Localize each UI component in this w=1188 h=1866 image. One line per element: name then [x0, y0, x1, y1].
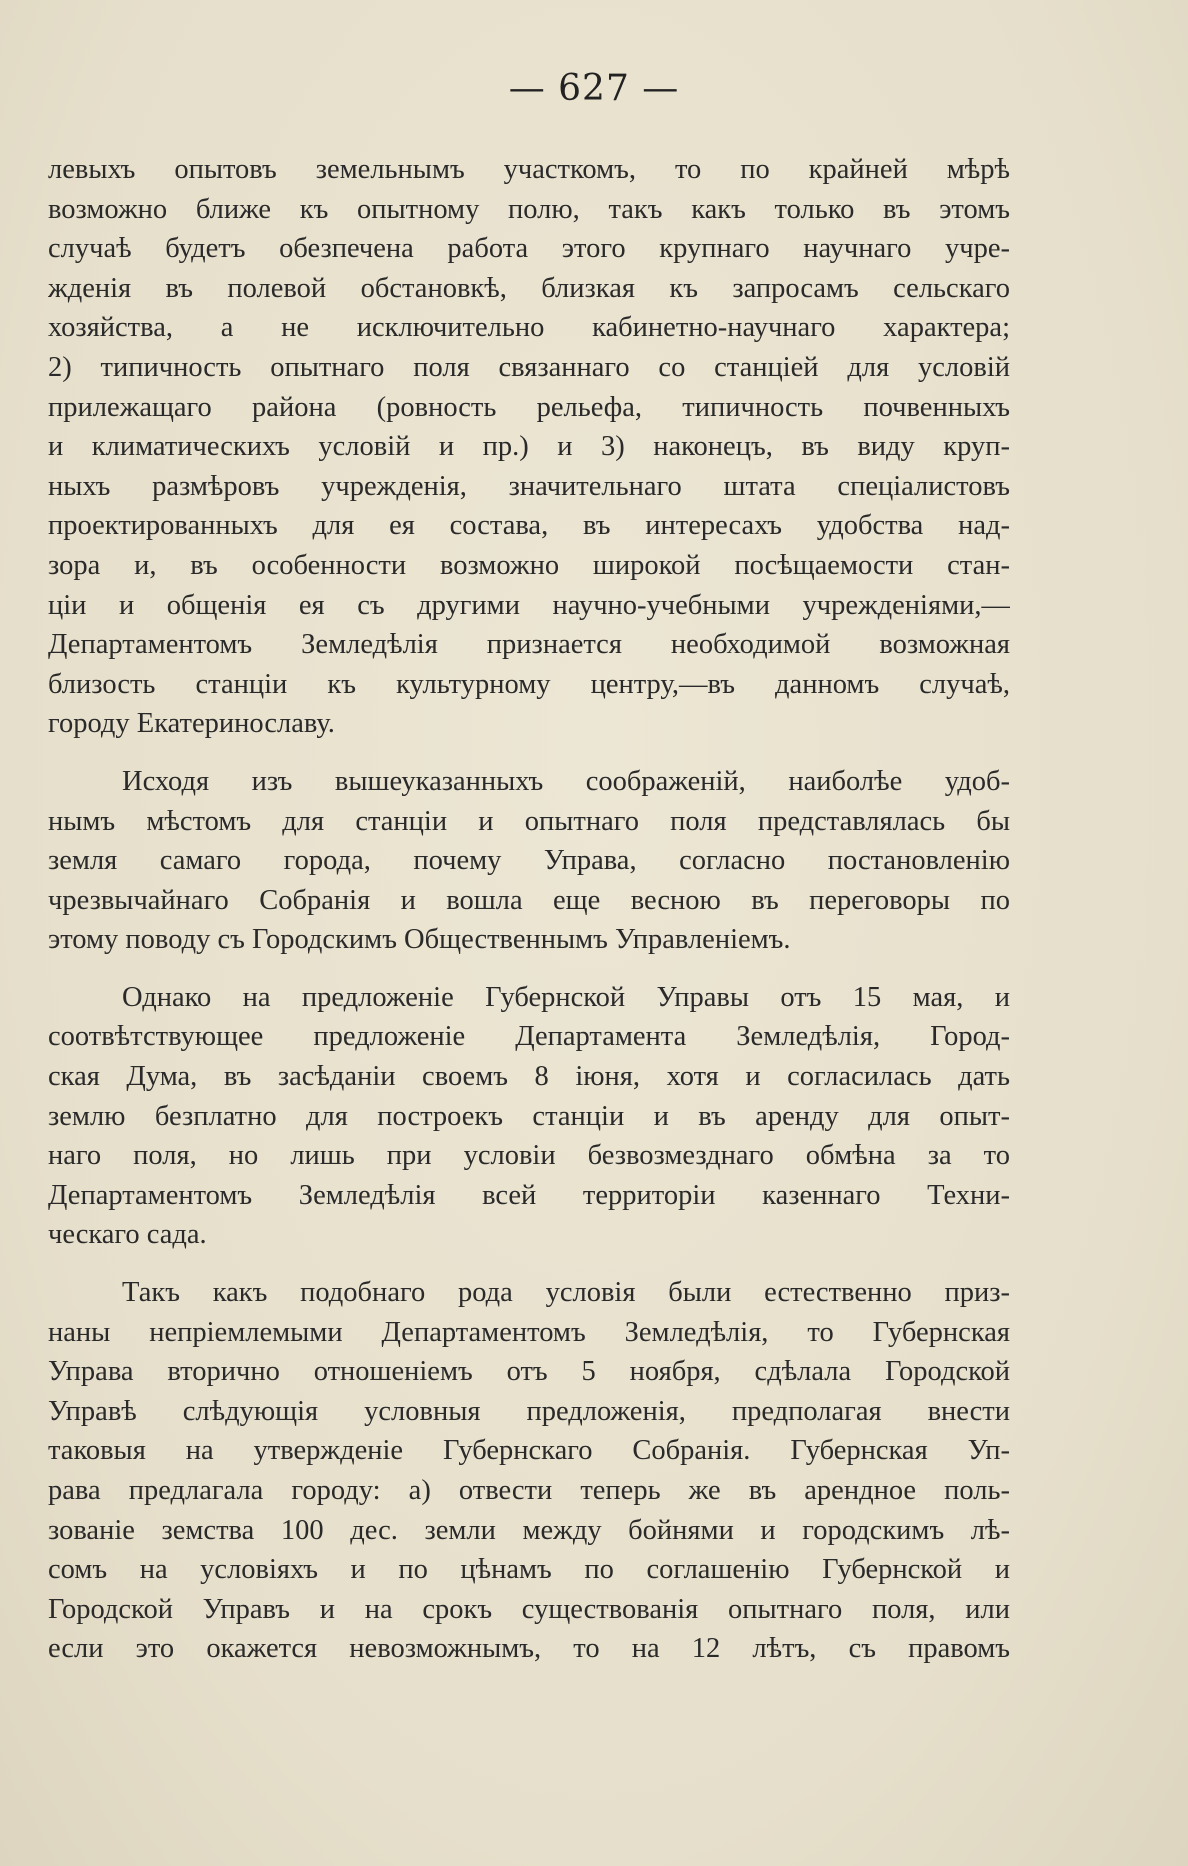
text-line: проектированныхъ для ея состава, въ интересахъ удобства над- — [48, 510, 1010, 542]
text-line: зора и, въ особенности возможно широкой посѣщаемости стан- — [48, 549, 1010, 581]
text-line: случаѣ будетъ обезпечена работа этого крупнаго научнаго учре- — [48, 233, 1010, 265]
text-line: Департаментомъ Земледѣлія всей территоріи казеннаго Техни- — [48, 1179, 1010, 1211]
text-line: если это окажется невозможнымъ, то на 12 лѣтъ, съ правомъ — [48, 1633, 1010, 1665]
text-line: ская Дума, въ засѣданіи своемъ 8 іюня, хотя и согласилась дать — [48, 1061, 1010, 1093]
text-line: левыхъ опытовъ земельнымъ участкомъ, то по крайней мѣрѣ — [48, 154, 1010, 185]
text-line: наго поля, но лишь при условіи безвозмезднаго обмѣна за то — [48, 1140, 1010, 1172]
text-line: таковыя на утвержденіе Губернскаго Собранія. Губернская Уп- — [48, 1435, 1010, 1467]
text-line: городу Екатеринославу. — [48, 708, 335, 740]
text-line: ныхъ размѣровъ учрежденія, значительнаго штата спеціалистовъ — [48, 470, 1010, 502]
text-line: сомъ на условіяхъ и по цѣнамъ по соглашенію Губернской и — [48, 1554, 1010, 1586]
text-line: прилежащаго района (ровность рельефа, типичность почвенныхъ — [48, 391, 1010, 423]
text-line: Управа вторично отношеніемъ отъ 5 ноября, сдѣлала Городской — [48, 1356, 1010, 1388]
text-line: 2) типичность опытнаго поля связаннаго со станціей для условій — [48, 351, 1010, 383]
text-line: хозяйства, а не исключительно кабинетно-научнаго характера; — [48, 312, 1010, 344]
text-line: ціи и общенія ея съ другими научно-учебными учрежденіями,— — [48, 589, 1010, 621]
text-line: этому поводу съ Городскимъ Общественнымъ Управленіемъ. — [48, 924, 791, 956]
text-line: соотвѣтствующее предложеніе Департамента Земледѣлія, Город- — [48, 1021, 1010, 1053]
text-line: чрезвычайнаго Собранія и вошла еще весною въ переговоры по — [48, 884, 1010, 916]
text-line: нымъ мѣстомъ для станціи и опытнаго поля представлялась бы — [48, 805, 1010, 837]
text-line: рава предлагала городу: а) отвести теперь же въ арендное поль- — [48, 1475, 1010, 1506]
text-line: Однако на предложеніе Губернской Управы отъ 15 мая, и — [122, 981, 1010, 1013]
paragraph — [48, 978, 1010, 1255]
body-text — [48, 150, 1010, 1669]
page-number: — 627 — — [508, 68, 680, 109]
text-line: земля самаго города, почему Управа, согласно постановленію — [48, 845, 1010, 877]
text-line: Исходя изъ вышеуказанныхъ соображеній, наиболѣе удоб- — [122, 765, 1010, 797]
text-line: возможно ближе къ опытному полю, такъ какъ только въ этомъ — [48, 193, 1010, 225]
text-line: Департаментомъ Земледѣлія признается необходимой возможная — [48, 629, 1010, 661]
text-line: Управѣ слѣдующія условныя предложенія, предполагая внести — [48, 1395, 1010, 1427]
text-line: близость станціи къ культурному центру,—въ данномъ случаѣ, — [48, 668, 1010, 700]
text-line: наны непріемлемыми Департаментомъ Земледѣлія, то Губернская — [48, 1316, 1010, 1348]
text-line: Такъ какъ подобнаго рода условія были естественно приз- — [122, 1277, 1010, 1309]
text-line: землю безплатно для построекъ станціи и въ аренду для опыт- — [48, 1100, 1010, 1132]
paragraph — [48, 150, 1010, 744]
paragraph — [48, 762, 1010, 960]
text-line: Городской Управъ и на срокъ существованія опытнаго поля, или — [48, 1593, 1010, 1625]
text-line: жденія въ полевой обстановкѣ, близкая къ запросамъ сельскаго — [48, 272, 1010, 304]
text-line: зованіе земства 100 дес. земли между бойнями и городскимъ лѣ- — [48, 1514, 1010, 1546]
paragraph — [48, 1273, 1010, 1669]
text-line: ческаго сада. — [48, 1219, 207, 1251]
text-line: и климатическихъ условій и пр.) и 3) наконецъ, въ виду круп- — [48, 431, 1010, 463]
